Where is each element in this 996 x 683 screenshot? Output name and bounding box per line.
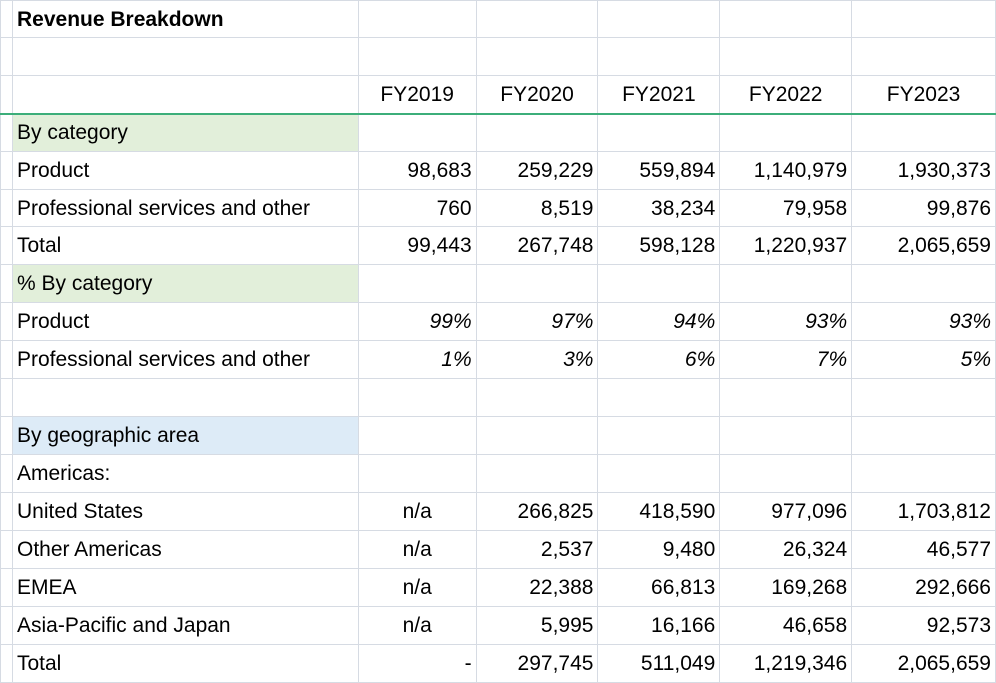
- cell[interactable]: [598, 379, 720, 417]
- value-cell[interactable]: 1,140,979: [720, 152, 852, 190]
- year-header[interactable]: FY2021: [598, 76, 720, 114]
- cell[interactable]: [476, 1, 598, 38]
- value-cell[interactable]: 7%: [720, 341, 852, 379]
- cell[interactable]: [1, 341, 13, 379]
- cell[interactable]: [852, 38, 996, 76]
- cell[interactable]: [1, 417, 13, 455]
- value-cell[interactable]: 169,268: [720, 569, 852, 607]
- cell[interactable]: [1, 645, 13, 683]
- cell[interactable]: [1, 455, 13, 493]
- value-cell[interactable]: 92,573: [852, 607, 996, 645]
- cell[interactable]: [852, 265, 996, 303]
- value-cell[interactable]: 292,666: [852, 569, 996, 607]
- cell[interactable]: [720, 38, 852, 76]
- cell[interactable]: [476, 379, 598, 417]
- cell[interactable]: [1, 607, 13, 645]
- table-row: [1, 341, 996, 379]
- value-cell[interactable]: 93%: [852, 303, 996, 341]
- value-cell[interactable]: 1%: [358, 341, 476, 379]
- year-header[interactable]: FY2022: [720, 76, 852, 114]
- cell[interactable]: [1, 1, 13, 38]
- subheader-americas[interactable]: Americas:: [12, 455, 358, 493]
- cell[interactable]: [476, 265, 598, 303]
- row-label[interactable]: EMEA: [12, 569, 358, 607]
- cell[interactable]: [852, 379, 996, 417]
- value-cell[interactable]: n/a: [358, 569, 476, 607]
- cell[interactable]: [852, 455, 996, 493]
- value-cell[interactable]: 79,958: [720, 190, 852, 227]
- row-label[interactable]: Total: [12, 227, 358, 265]
- value-cell[interactable]: 297,745: [476, 645, 598, 683]
- cell[interactable]: [1, 569, 13, 607]
- section-label-pct-by-category[interactable]: % By category: [12, 265, 358, 303]
- cell[interactable]: [12, 76, 358, 114]
- value-cell[interactable]: 259,229: [476, 152, 598, 190]
- cell[interactable]: [476, 114, 598, 152]
- cell[interactable]: [1, 38, 13, 76]
- table-row: [1, 152, 996, 190]
- cell[interactable]: [852, 114, 996, 152]
- value-cell[interactable]: 1,930,373: [852, 152, 996, 190]
- row-label[interactable]: Total: [12, 645, 358, 683]
- value-cell[interactable]: 99%: [358, 303, 476, 341]
- table-row: [1, 531, 996, 569]
- value-cell[interactable]: 2,065,659: [852, 645, 996, 683]
- value-cell[interactable]: 598,128: [598, 227, 720, 265]
- table-row: [1, 227, 996, 265]
- table-row: [1, 303, 996, 341]
- cell[interactable]: [1, 531, 13, 569]
- value-cell[interactable]: 26,324: [720, 531, 852, 569]
- cell[interactable]: [12, 379, 358, 417]
- cell[interactable]: [720, 1, 852, 38]
- row-label[interactable]: United States: [12, 493, 358, 531]
- cell[interactable]: [1, 152, 13, 190]
- cell[interactable]: [852, 417, 996, 455]
- cell[interactable]: [476, 38, 598, 76]
- value-cell[interactable]: 94%: [598, 303, 720, 341]
- value-cell[interactable]: 16,166: [598, 607, 720, 645]
- cell[interactable]: [1, 114, 13, 152]
- year-header[interactable]: FY2023: [852, 76, 996, 114]
- value-cell[interactable]: n/a: [358, 493, 476, 531]
- cell[interactable]: [720, 379, 852, 417]
- cell[interactable]: [1, 493, 13, 531]
- value-cell[interactable]: 1,220,937: [720, 227, 852, 265]
- cell[interactable]: [476, 417, 598, 455]
- row-label[interactable]: Product: [12, 303, 358, 341]
- value-cell[interactable]: 66,813: [598, 569, 720, 607]
- cell[interactable]: [358, 265, 476, 303]
- cell[interactable]: [720, 417, 852, 455]
- value-cell[interactable]: 93%: [720, 303, 852, 341]
- cell[interactable]: [720, 455, 852, 493]
- row-label[interactable]: Asia-Pacific and Japan: [12, 607, 358, 645]
- value-cell[interactable]: 5%: [852, 341, 996, 379]
- cell[interactable]: [476, 455, 598, 493]
- value-cell[interactable]: 9,480: [598, 531, 720, 569]
- cell[interactable]: [1, 265, 13, 303]
- value-cell[interactable]: 977,096: [720, 493, 852, 531]
- table-row: [1, 190, 996, 227]
- value-cell[interactable]: n/a: [358, 531, 476, 569]
- value-cell[interactable]: 97%: [476, 303, 598, 341]
- table-row: [1, 645, 996, 683]
- value-cell[interactable]: 5,995: [476, 607, 598, 645]
- value-cell[interactable]: 46,577: [852, 531, 996, 569]
- table-row: [1, 493, 996, 531]
- section-label-by-geo[interactable]: By geographic area: [12, 417, 358, 455]
- row-label[interactable]: Professional services and other: [12, 190, 358, 227]
- cell[interactable]: [1, 379, 13, 417]
- cell[interactable]: [1, 190, 13, 227]
- table-row: [1, 607, 996, 645]
- cell[interactable]: [1, 303, 13, 341]
- value-cell[interactable]: 99,443: [358, 227, 476, 265]
- value-cell[interactable]: 267,748: [476, 227, 598, 265]
- cell[interactable]: [598, 417, 720, 455]
- section-label-by-category[interactable]: By category: [12, 114, 358, 152]
- cell[interactable]: [358, 455, 476, 493]
- value-cell[interactable]: n/a: [358, 607, 476, 645]
- value-cell[interactable]: 1,219,346: [720, 645, 852, 683]
- value-cell[interactable]: 8,519: [476, 190, 598, 227]
- cell[interactable]: [598, 455, 720, 493]
- cell[interactable]: [358, 417, 476, 455]
- value-cell[interactable]: 99,876: [852, 190, 996, 227]
- year-header[interactable]: FY2020: [476, 76, 598, 114]
- value-cell[interactable]: 38,234: [598, 190, 720, 227]
- value-cell[interactable]: 559,894: [598, 152, 720, 190]
- row-label[interactable]: Other Americas: [12, 531, 358, 569]
- value-cell[interactable]: 22,388: [476, 569, 598, 607]
- cell[interactable]: [720, 114, 852, 152]
- value-cell[interactable]: 3%: [476, 341, 598, 379]
- cell[interactable]: [358, 1, 476, 38]
- year-header[interactable]: FY2019: [358, 76, 476, 114]
- cell[interactable]: [598, 1, 720, 38]
- cell[interactable]: [358, 38, 476, 76]
- value-cell[interactable]: 511,049: [598, 645, 720, 683]
- value-cell[interactable]: 418,590: [598, 493, 720, 531]
- table-row: [1, 569, 996, 607]
- value-cell[interactable]: 98,683: [358, 152, 476, 190]
- row-label[interactable]: Professional services and other: [12, 341, 358, 379]
- cell[interactable]: [1, 227, 13, 265]
- value-cell[interactable]: -: [358, 645, 476, 683]
- value-cell[interactable]: 2,065,659: [852, 227, 996, 265]
- cell[interactable]: [1, 76, 13, 114]
- cell[interactable]: [358, 379, 476, 417]
- cell[interactable]: [598, 265, 720, 303]
- value-cell[interactable]: 1,703,812: [852, 493, 996, 531]
- value-cell[interactable]: 760: [358, 190, 476, 227]
- cell[interactable]: [852, 1, 996, 38]
- value-cell[interactable]: 6%: [598, 341, 720, 379]
- cell[interactable]: [720, 265, 852, 303]
- cell[interactable]: [598, 114, 720, 152]
- sheet-title[interactable]: Revenue Breakdown: [12, 1, 358, 38]
- cell[interactable]: [358, 114, 476, 152]
- value-cell[interactable]: 46,658: [720, 607, 852, 645]
- value-cell[interactable]: 2,537: [476, 531, 598, 569]
- cell[interactable]: [12, 38, 358, 76]
- cell[interactable]: [598, 38, 720, 76]
- value-cell[interactable]: 266,825: [476, 493, 598, 531]
- row-label[interactable]: Product: [12, 152, 358, 190]
